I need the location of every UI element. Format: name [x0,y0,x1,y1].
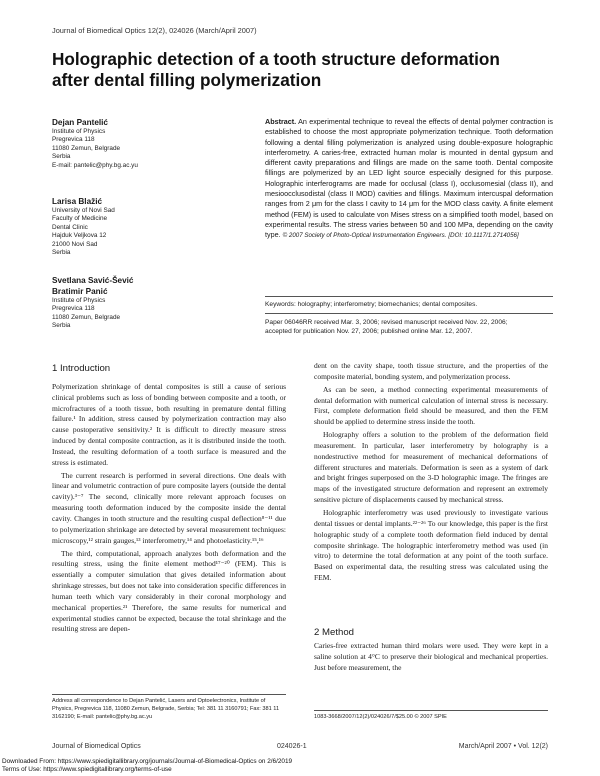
history-line-1: Paper 06046RR received Mar. 3, 2006; revised manuscript received Nov. 22, 2006; [265,319,508,326]
title-line-2: after dental filling polymerization [52,70,322,90]
affiliation-line: University of Novi Sad [52,207,115,214]
affiliation-line: Institute of Physics [52,297,106,304]
paragraph: Holographic interferometry was used previously to investigate various dental tissues or dental implants.²²⁻²⁶ To our knowledge, this paper is the first holographic study of a complete tooth deformation field induced by dental composite shrinkage. The holographic interferometry method was used (in vitro) to determine the total deformation at any point of the tooth surface. Based on experimental data, the resulting stress was calculated using the FEM. [314,507,548,583]
paragraph: The current research is performed in several directions. One deals with linear and volumetric contraction of pure composite layers (outside the dental cavity).³⁻⁷ The second, clinically more relevant approach focuses on measuring tooth deformation induced by the composite inside the dental cavity. Changes in tooth structure and the resulting cuspal deflection⁸⁻¹¹ due to polymerization shrinkage are detected by several measurement techniques: microscopy,¹² strain gauges,¹³ interferometry,¹⁴ and photoelasticity.¹⁵,¹⁶ [52,470,286,545]
affiliation-line: Serbia [52,153,71,161]
author-name: Bratimir Panić [52,287,108,296]
right-column [314,361,548,586]
paragraph: The third, computational, approach analyzes both deformation and the resulting stress, using the finite element method¹⁷⁻²⁰ (FEM). This is essentially a computer simulation that gives detailed information about shrinkage stresses, but does not take into consideration specific differences in human teeth which vary considerably in their coronal morphology and mechanical properties.²¹ Therefore, the same results for numerical and experimental studies cannot be expected, because the total shrinkage and the resulting stress are depen- [52,548,286,634]
section-heading: 1 Introduction [52,363,111,374]
issn-rule [314,710,548,711]
affiliation-line: 21000 Novi Sad [52,240,98,248]
affiliation-line: 11080 Zemun, Belgrade [52,144,121,152]
author-2 [52,196,242,257]
abstract [265,117,553,242]
affiliation-line: Faculty of Medicine [52,215,108,223]
download-source[interactable]: Downloaded From: https://www.spiedigitallibrary.org/journals/Journal-of-Biomedical-Optics on 2/6/2019 [2,758,293,765]
footer-page: 024026-1 [277,743,307,750]
author-name: Svetlana Savić-Šević [52,276,134,285]
paragraph: As can be seen, a method connecting experimental measurements of dental deformation with numerical calculation of internal stress is necessary. First, complete deformation field should be measured, and then the FEM should be applied to determine stress inside the tooth. [314,384,548,427]
author-1 [52,117,242,170]
divider [265,296,553,297]
section-heading: 2 Method [314,627,355,638]
paragraph: Holography offers a solution to the problem of the deformation field measurement. In particular, laser interferometry by holography is a nondestructive method for measurement of mechanical deformations of different structures and materials. Deformation is seen as a system of dark and bright fringes superposed on the 3-D holographic image. The fringes are maps of the investigated structure deformation and represent an extremely sensitive picture of displacements caused by mechanical stress. [314,430,548,505]
method-paragraph [314,641,548,676]
abstract-copyright: © 2007 Society of Photo-Optical Instrumentation Engineers. [282,232,447,240]
affiliation-line: Serbia [52,249,71,257]
paragraph: Polymerization shrinkage of dental composites is still a cause of serious clinical problems such as loss of bonding between composite and a tooth, or microfractures of a tooth tissue, both resulting in premature dental filling failure.¹ In addition, stress caused by polymerization contraction may also cause postoperative sensitivity.² It is difficult to directly measure stress induced by dental composite contraction, as it is distributed inside the tooth. Instead, the resulting deformation of a tooth surface is measured and the stress is estimated. [52,381,286,467]
abstract-text: An experimental technique to reveal the effects of dental polymer contraction is established to choose the most appropriate polymerization technique. Tooth deformation following a dental filling polymerization is analyzed using double-exposure holographic interferometry. A caries-free, extracted human molar is mounted in dental gypsum and different cavity preparations and fillings are made on the same tooth. Dental composite fillings are polymerized by an LED light source especially designed for this purpose. Holographic interferograms are made for occlusal (class I), occlusomesial (class II), and mesioocclusodistal (class II MOD) cavities and fillings. Maximum intercuspal deformation ranges from 2 μm for the class I cavity to 14 μm for the MOD class cavity. A finite element method (FEM) is used to calculate von Mises stress on a simplified tooth model, based on experimental results. The stress varies between 50 and 100 MPa, depending on the cavity type. [265,117,553,240]
footer-issue: March/April 2007 • Vol. 12(2) [458,743,548,750]
journal-header: Journal of Biomedical Optics 12(2), 024026 (March/April 2007) [52,26,257,35]
paper-title [52,49,552,91]
affiliation-line: 11080 Zemun, Belgrade [52,313,121,321]
affiliation-line: Pregrevica 118 [52,136,95,144]
terms-of-use[interactable]: Terms of Use: https://www.spiedigitallibrary.org/terms-of-use [2,766,172,773]
keywords: Keywords: holography; interferometry; biomechanics; dental composites. [265,301,478,308]
issn-line: 1083-3668/2007/12(2)/024026/7/$25.00 © 2007 SPIE [314,714,447,720]
correspondence-footnote: Address all correspondence to Dejan Pantelić, Lasers and Optoelectronics, Institute of Physics, Pregrevica 118, 11080 Zemun, Belgrade, Serbia; Tel: 381 11 3160791; Fax: 381 11 3162190; E-mail: pantelic@phy.bg.ac.yu [52,698,280,720]
abstract-doi: [DOI: 10.1117/1.2714056] [448,232,519,240]
left-column [52,364,286,637]
affiliation-line: Serbia [52,322,71,330]
footnote-rule [52,694,286,695]
author-name: Dejan Pantelić [52,118,108,127]
author-email: E-mail: pantelic@phy.bg.ac.yu [52,161,138,169]
author-name: Larisa Blažić [52,197,103,206]
abstract-label: Abstract. [265,117,297,126]
affiliation-line: Dental Clinic [52,223,88,231]
paragraph: dent on the cavity shape, tooth tissue structure, and the properties of the composite material, bonding system, and polymerization process. [314,361,548,381]
footer-journal: Journal of Biomedical Optics [52,743,141,750]
paragraph: Caries-free extracted human third molars were used. They were kept in a saline solution at 4°C to preserve their biological and mechanical properties. Just before measurement, the [314,641,548,672]
history-line-2: accepted for publication Nov. 27, 2006; published online Mar. 12, 2007. [265,328,473,335]
author-3 [52,275,242,331]
affiliation-line: Pregrevica 118 [52,305,95,313]
divider [265,313,553,314]
title-line-1: Holographic detection of a tooth structure deformation [52,49,500,69]
affiliation-line: Hajduk Veljkova 12 [52,232,107,240]
affiliation-line: Institute of Physics [52,128,106,135]
